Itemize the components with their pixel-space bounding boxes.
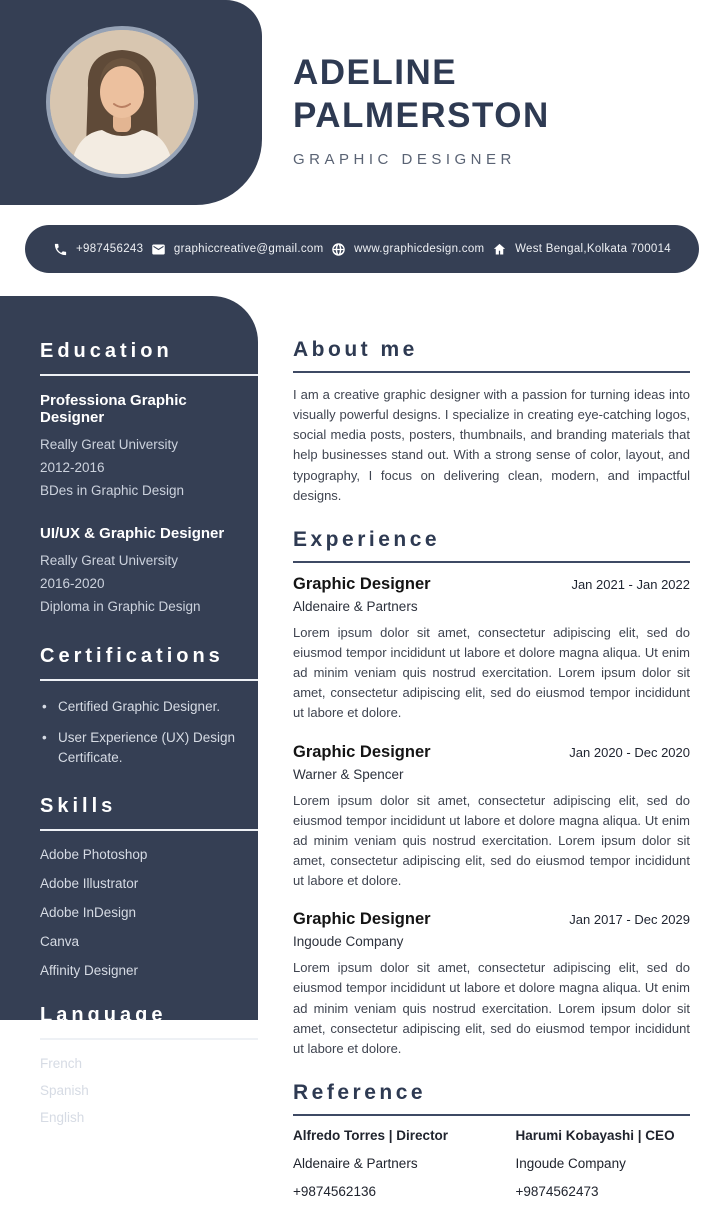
language-heading: Language <box>40 1004 167 1027</box>
education-years: 2016-2020 <box>40 575 105 591</box>
contact-phone <box>53 242 143 257</box>
experience-item <box>293 575 690 724</box>
certification-item: • User Experience (UX) Design Certificate. <box>40 728 240 770</box>
job-dates: Jan 2020 - Dec 2020 <box>569 744 690 760</box>
education-heading: Education <box>40 340 173 362</box>
education-detail: BDes in Graphic Design <box>40 482 185 498</box>
job-company: Aldenaire & Partners <box>293 598 418 614</box>
reference-name: Alfredo Torres | Director <box>293 1127 449 1143</box>
job-title: Graphic Designer <box>293 910 431 929</box>
skills-heading: Skills <box>40 795 117 818</box>
skills-rule <box>40 829 258 831</box>
job-company: Warner & Spencer <box>293 766 404 782</box>
reference-name: Harumi Kobayashi | CEO <box>515 1127 675 1143</box>
job-description: Lorem ipsum dolor sit amet, consectetur adipiscing elit, sed do eiusmod tempor incididunt ut labore et dolore magna aliqua. Ut enim ad minim veniam quis nostrud exercitation. Lorem ipsum dolor sit amet, consectetur adipiscing elit, sed do eiusmod tempor incididunt ut labore et dolore. <box>293 792 690 889</box>
sidebar-section-language <box>40 1004 240 1125</box>
about-rule <box>293 371 690 373</box>
education-rule <box>40 374 258 376</box>
education-degree: UI/UX & Graphic Designer <box>40 524 225 542</box>
contact-phone-text: +987456243 <box>76 243 144 255</box>
reference-card <box>492 1128 691 1212</box>
experience-heading: Experience <box>293 527 441 551</box>
job-description: Lorem ipsum dolor sit amet, consectetur adipiscing elit, sed do eiusmod tempor incididunt ut labore et dolore magna aliqua. Ut enim ad minim veniam quis nostrud exercitation. Lorem ipsum dolor sit amet, consectetur adipiscing elit, sed do eiusmod tempor incididunt ut labore et dolore. <box>293 624 690 721</box>
reference-section <box>293 1081 690 1212</box>
contact-address-text: West Bengal,Kolkata 700014 <box>515 243 671 255</box>
contact-website-text: www.graphicdesign.com <box>354 243 485 255</box>
reference-rule <box>293 1114 690 1116</box>
job-title: Graphic Designer <box>293 742 431 761</box>
reference-phone: +9874562473 <box>515 1183 599 1199</box>
header-photo-card <box>0 0 262 205</box>
education-school: Really Great University <box>40 437 179 452</box>
skills-list <box>40 847 240 978</box>
skill-item: Canva <box>40 934 80 950</box>
reference-company: Aldenaire & Partners <box>293 1155 418 1171</box>
sidebar-section-skills <box>40 795 240 978</box>
header-name-block <box>293 52 623 168</box>
contact-email-text: graphiccreative@gmail.com <box>173 243 324 255</box>
about-section <box>293 338 690 506</box>
sidebar <box>0 296 258 1126</box>
education-degree: Professiona Graphic Designer <box>40 392 187 426</box>
email-icon <box>151 242 166 257</box>
experience-section <box>293 528 690 1059</box>
skill-item: Adobe Illustrator <box>40 876 139 892</box>
language-item: English <box>40 1110 85 1126</box>
education-detail: Diploma in Graphic Design <box>40 598 201 614</box>
education-years: 2012-2016 <box>40 459 105 475</box>
person-role: GRAPHIC DESIGNER <box>293 151 516 169</box>
reference-grid <box>293 1128 690 1212</box>
language-rule <box>40 1038 258 1040</box>
reference-heading: Reference <box>293 1080 427 1104</box>
person-name: ADELINE PALMERSTON <box>293 53 550 135</box>
reference-company: Ingoude Company <box>515 1155 626 1171</box>
certification-item: • Certified Graphic Designer. <box>40 697 240 718</box>
job-description: Lorem ipsum dolor sit amet, consectetur adipiscing elit, sed do eiusmod tempor incididunt ut labore et dolore magna aliqua. Ut enim ad minim veniam quis nostrud exercitation. Lorem ipsum dolor sit amet, consectetur adipiscing elit, sed do eiusmod tempor incididunt ut labore et dolore. <box>293 960 690 1056</box>
about-heading: About me <box>293 338 418 361</box>
education-school: Really Great University <box>40 552 179 568</box>
job-dates: Jan 2021 - Jan 2022 <box>571 576 690 592</box>
profile-photo <box>46 26 198 178</box>
contact-address <box>492 242 671 257</box>
profile-photo-illustration <box>50 30 194 174</box>
skill-item: Adobe InDesign <box>40 905 137 921</box>
certifications-list <box>40 697 240 770</box>
sidebar-section-certifications <box>40 645 240 770</box>
education-item <box>40 525 240 619</box>
language-item: Spanish <box>40 1083 89 1099</box>
language-list <box>40 1056 240 1125</box>
certifications-rule <box>40 679 258 681</box>
about-text: I am a creative graphic designer with a passion for turning ideas into visually powerful designs. I specialize in creating eye-catching logos, social media posts, posters, thumbnails, and branding materials that help businesses stand out. With a strong sense of color, layout, and typography, I focus on delivering clean, modern, and impactful designs. <box>293 387 690 503</box>
phone-icon <box>53 242 68 257</box>
job-title: Graphic Designer <box>293 574 431 593</box>
experience-item <box>293 910 690 1059</box>
globe-icon <box>331 242 346 257</box>
reference-phone: +9874562136 <box>293 1183 376 1199</box>
sidebar-section-education <box>40 340 240 619</box>
contact-email[interactable] <box>151 242 324 257</box>
experience-item <box>293 743 690 892</box>
reference-card <box>293 1128 492 1212</box>
language-item: French <box>40 1056 83 1072</box>
education-item <box>40 392 240 503</box>
main-column <box>293 338 690 1212</box>
home-icon <box>492 242 507 257</box>
certifications-heading: Certifications <box>40 644 224 667</box>
contact-website[interactable] <box>331 242 484 257</box>
skill-item: Adobe Photoshop <box>40 847 148 863</box>
job-dates: Jan 2017 - Dec 2029 <box>569 912 690 928</box>
skill-item: Affinity Designer <box>40 963 139 979</box>
experience-rule <box>293 561 690 563</box>
job-company: Ingoude Company <box>293 934 404 950</box>
contact-bar <box>25 225 699 273</box>
